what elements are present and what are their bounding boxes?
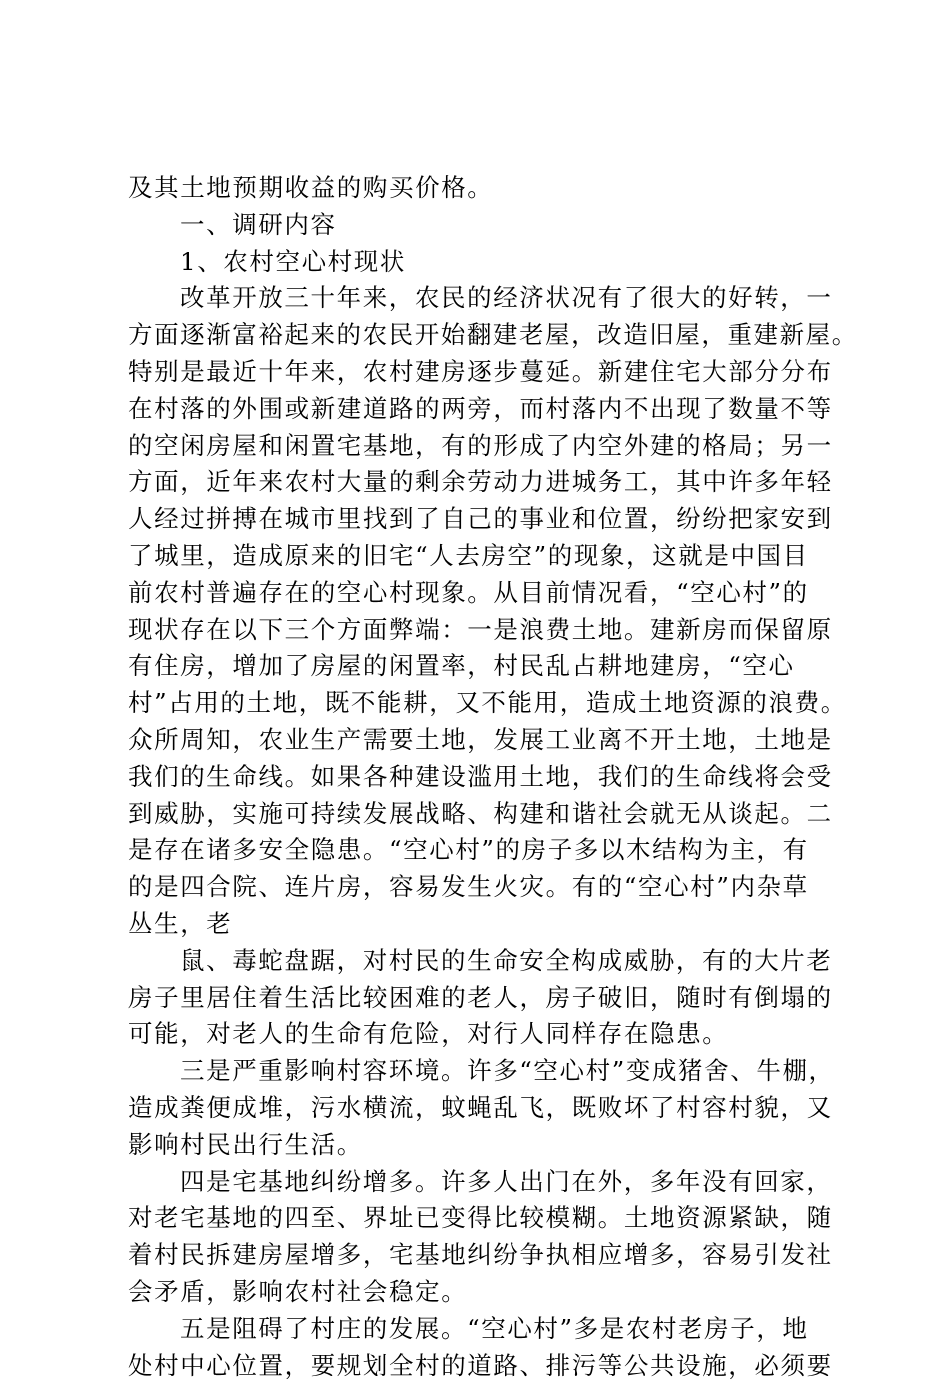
text-line: 特别是最近十年来，农村建房逐步蔓延。新建住宅大部分分布 [128, 354, 858, 391]
text-line: 现状存在以下三个方面弊端：一是浪费土地。建新房而保留原 [128, 612, 858, 649]
text-line: 丛生，老 [128, 906, 858, 943]
text-line: 会矛盾，影响农村社会稳定。 [128, 1274, 858, 1311]
text-line: 有住房，增加了房屋的闲置率，村民乱占耕地建房，“空心 [128, 648, 858, 685]
text-line: 村”占用的土地，既不能耕，又不能用，造成土地资源的浪费。 [128, 685, 858, 722]
text-line: 人经过拼搏在城市里找到了自己的事业和位置，纷纷把家安到 [128, 501, 858, 538]
text-line: 到威胁，实施可持续发展战略、构建和谐社会就无从谈起。二 [128, 796, 858, 833]
text-line: 在村落的外围或新建道路的两旁，而村落内不出现了数量不等 [128, 391, 858, 428]
document-body [128, 170, 858, 1384]
text-line: 的空闲房屋和闲置宅基地，有的形成了内空外建的格局；另一 [128, 428, 858, 465]
text-line: 1、农村空心村现状 [128, 244, 858, 281]
text-line: 是存在诸多安全隐患。“空心村”的房子多以木结构为主，有 [128, 832, 858, 869]
text-line: 方面，近年来农村大量的剩余劳动力进城务工，其中许多年轻 [128, 464, 858, 501]
text-line: 前农村普遍存在的空心村现象。从目前情况看，“空心村”的 [128, 575, 858, 612]
text-line: 造成粪便成堆，污水横流，蚊蝇乱飞，既败坏了村容村貌，又 [128, 1090, 858, 1127]
text-line: 处村中心位置，要规划全村的道路、排污等公共设施，必须要 [128, 1348, 858, 1384]
text-line: 对老宅基地的四至、界址已变得比较模糊。土地资源紧缺，随 [128, 1200, 858, 1237]
text-line: 四是宅基地纠纷增多。许多人出门在外，多年没有回家， [128, 1164, 858, 1201]
text-line: 一、调研内容 [128, 207, 858, 244]
text-line: 房子里居住着生活比较困难的老人，房子破旧，随时有倒塌的 [128, 980, 858, 1017]
text-line: 众所周知，农业生产需要土地，发展工业离不开土地，土地是 [128, 722, 858, 759]
text-line: 三是严重影响村容环境。许多“空心村”变成猪舍、牛棚， [128, 1053, 858, 1090]
text-line: 鼠、毒蛇盘踞，对村民的生命安全构成威胁，有的大片老 [128, 943, 858, 980]
text-line: 改革开放三十年来，农民的经济状况有了很大的好转，一 [128, 280, 858, 317]
text-line: 了城里，造成原来的旧宅“人去房空”的现象，这就是中国目 [128, 538, 858, 575]
text-line: 我们的生命线。如果各种建设滥用土地，我们的生命线将会受 [128, 759, 858, 796]
text-line: 及其土地预期收益的购买价格。 [128, 170, 858, 207]
text-line: 影响村民出行生活。 [128, 1127, 858, 1164]
text-line: 着村民拆建房屋增多，宅基地纠纷争执相应增多，容易引发社 [128, 1237, 858, 1274]
text-line: 的是四合院、连片房，容易发生火灾。有的“空心村”内杂草 [128, 869, 858, 906]
text-line: 五是阻碍了村庄的发展。“空心村”多是农村老房子，地 [128, 1311, 858, 1348]
text-line: 方面逐渐富裕起来的农民开始翻建老屋，改造旧屋，重建新屋。 [128, 317, 858, 354]
text-line: 可能，对老人的生命有危险，对行人同样存在隐患。 [128, 1016, 858, 1053]
